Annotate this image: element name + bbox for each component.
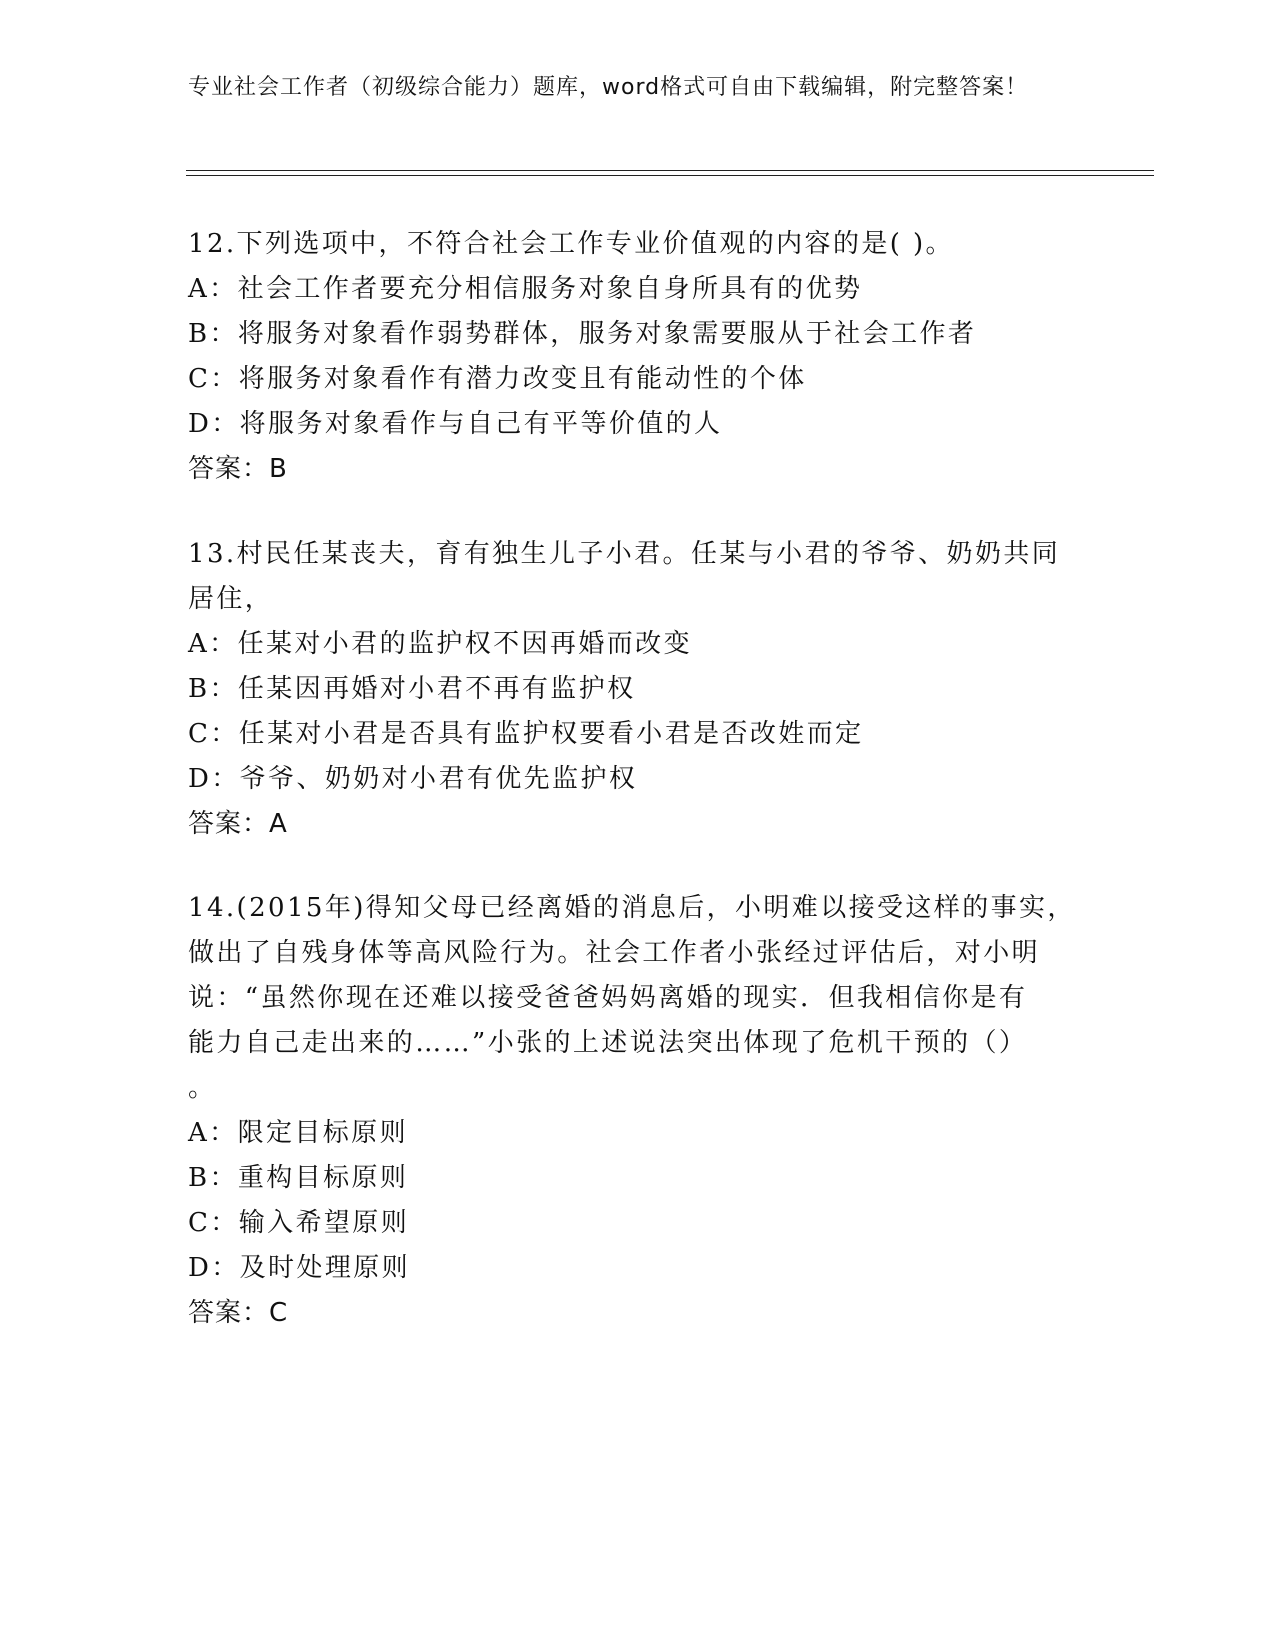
option-a: A：社会工作者要充分相信服务对象自身所具有的优势 xyxy=(188,274,863,304)
header-rule-bottom xyxy=(186,175,1154,176)
option-a: A：限定目标原则 xyxy=(188,1118,408,1148)
option-b: B：重构目标原则 xyxy=(188,1163,409,1193)
option-d: D：爷爷、奶奶对小君有优先监护权 xyxy=(188,764,638,794)
question-14 xyxy=(188,886,1088,1336)
answer: 答案：A xyxy=(188,809,288,839)
question-stem: 说：“虽然你现在还难以接受爸爸妈妈离婚的现实．但我相信你是有 xyxy=(188,983,1028,1013)
question-stem: 14.(2015年)得知父母已经离婚的消息后，小明难以接受这样的事实， xyxy=(188,893,1076,923)
document-header: 专业社会工作者（初级综合能力）题库，word格式可自由下载编辑，附完整答案！ xyxy=(188,75,1029,100)
question-12 xyxy=(188,222,1088,492)
question-stem: 做出了自残身体等高风险行为。社会工作者小张经过评估后，对小明 xyxy=(188,938,1041,968)
option-b: B：将服务对象看作弱势群体，服务对象需要服从于社会工作者 xyxy=(188,319,977,349)
question-13 xyxy=(188,532,1088,847)
question-stem: 。 xyxy=(188,1073,217,1103)
option-d: D：将服务对象看作与自己有平等价值的人 xyxy=(188,409,723,439)
answer: 答案：B xyxy=(188,454,288,484)
header-rule-top xyxy=(186,170,1154,171)
question-stem: 13.村民任某丧夫，育有独生儿子小君。任某与小君的爷爷、奶奶共同 xyxy=(188,539,1061,569)
question-stem: 12.下列选项中，不符合社会工作专业价值观的内容的是( )。 xyxy=(188,229,954,259)
option-c: C：将服务对象看作有潜力改变且有能动性的个体 xyxy=(188,364,807,394)
option-c: C：输入希望原则 xyxy=(188,1208,410,1238)
option-c: C：任某对小君是否具有监护权要看小君是否改姓而定 xyxy=(188,719,864,749)
answer: 答案：C xyxy=(188,1298,289,1328)
option-d: D：及时处理原则 xyxy=(188,1253,411,1283)
question-stem: 能力自己走出来的……”小张的上述说法突出体现了危机干预的（） xyxy=(188,1028,1028,1058)
option-a: A：任某对小君的监护权不因再婚而改变 xyxy=(188,629,692,659)
question-stem: 居住， xyxy=(188,584,274,614)
option-b: B：任某因再婚对小君不再有监护权 xyxy=(188,674,636,704)
